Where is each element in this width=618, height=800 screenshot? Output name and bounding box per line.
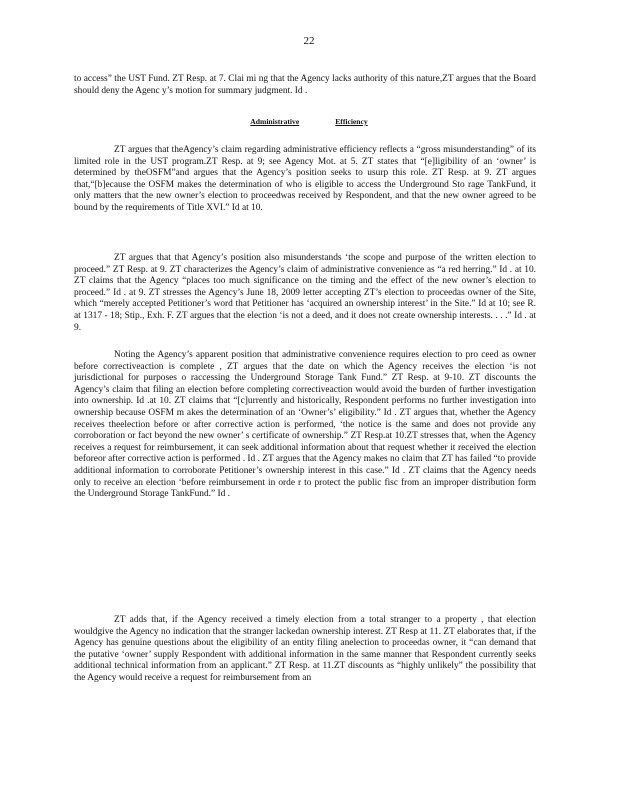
paragraph-3: Noting the Agency’s apparent position that administrative convenience requires election to pro ceed as owner before correctiveaction is complete , ZT argues that the date on which the Agency receives the election ‘is not jurisdictional for purposes o raccessing the Underground Storage Tank Fund.” ZT Resp. at 9-10. ZT discounts the Agency’s claim that filing an election before completing correctiveaction would avoid the burden of further investigation into ownership. Id .at 10. ZT claims that “[c]urrently and historically, Respondent performs no further investigation into ownership because OSFM m akes the determination of an ‘Owner’s’ eligibility.” Id . ZT argues that, whether the Agency receives theelection before or after corrective action is performed, ‘the notice is the same and does not provide any corroboration or fact beyond the new owner’ s certificate of ownership.” ZT Resp.at 10.ZT stresses that, when the Agency receives a request for reimbursement, it can seek additional information about that request whether it received the election beforeor after corrective action is performed . Id . ZT argues that the Agency makes no claim that ZT has failed “to provide additional information to corroborate Petitioner’s ownership interest in this case.” Id . ZT claims that the Agency needs only to receive an election ‘before reimbursement in orde r to protect the public fisc from an improper distribution form the Underground Storage TankFund.” Id . xyxy=(74,350,536,500)
section-heading-left: Administrative xyxy=(250,117,300,126)
section-heading xyxy=(0,117,618,126)
paragraph-1: ZT argues that theAgency’s claim regarding administrative efficiency reflects a “gross misunderstanding” of its limited role in the UST program.ZT Resp. at 9; see Agency Mot. at 5. ZT states that “[e]ligibility of an ‘owner’ is determined by theOSFM”and argues that the Agency’s position seeks to usurp this role. ZT Resp. at 9. ZT argues that,“[b]ecause the OSFM makes the determination of who is eligible to access the Underground Sto rage TankFund, it only matters that the new owner’s election to proceedwas received by Respondent, and that the new owner agreed to be bound by the requirements of Title XVI.” Id at 10. xyxy=(74,145,536,213)
paragraph-4: ZT adds that, if the Agency received a timely election from a total stranger to a property , that election wouldgive the Agency no indication that the stranger lackedan ownership interest. ZT Resp at 11. ZT elaborates that, if the Agency has genuine questions about the eligibility of an entity filing anelection to proceedas owner, it “can demand that the putative ‘owner’ supply Respondent with additional information in the same manner that Respondent currently seeks additional technical information from an applicant.” ZT Resp. at 11.ZT discounts as “highly unlikely” the possibility that the Agency would receive a request for reimbursement from an xyxy=(74,615,536,683)
paragraph-2: ZT argues that that Agency’s position also misunderstands ‘the scope and purpose of the written election to proceed.” ZT Resp. at 9. ZT characterizes the Agency’s claim of administrative convenience as “a red herring.” Id . at 10. ZT claims that the Agency “places too much significance on the timing and the effect of the new owner’s election to proceed.” Id . at 9. ZT stresses the Agency’s June 18, 2009 letter accepting ZT’s election to proceedas owner of the Site, which “merely accepted Petitioner’s word that Petitioner has ‘acquired an ownership interest’ in the Site.” Id at 10; see R. at 1317 - 18; Stip., Exh. F. ZT argues that the election ‘is not a deed, and it does not create ownership interests. . . .” Id . at 9. xyxy=(74,253,536,333)
paragraph-continuation: to access” the UST Fund. ZT Resp. at 7. Clai mi ng that the Agency lacks authority of this nature,ZT argues that the Board should deny the Agenc y’s motion for summary judgment. Id . xyxy=(74,74,536,96)
section-heading-right: Efficiency xyxy=(335,117,368,126)
page-number: 22 xyxy=(303,35,315,47)
